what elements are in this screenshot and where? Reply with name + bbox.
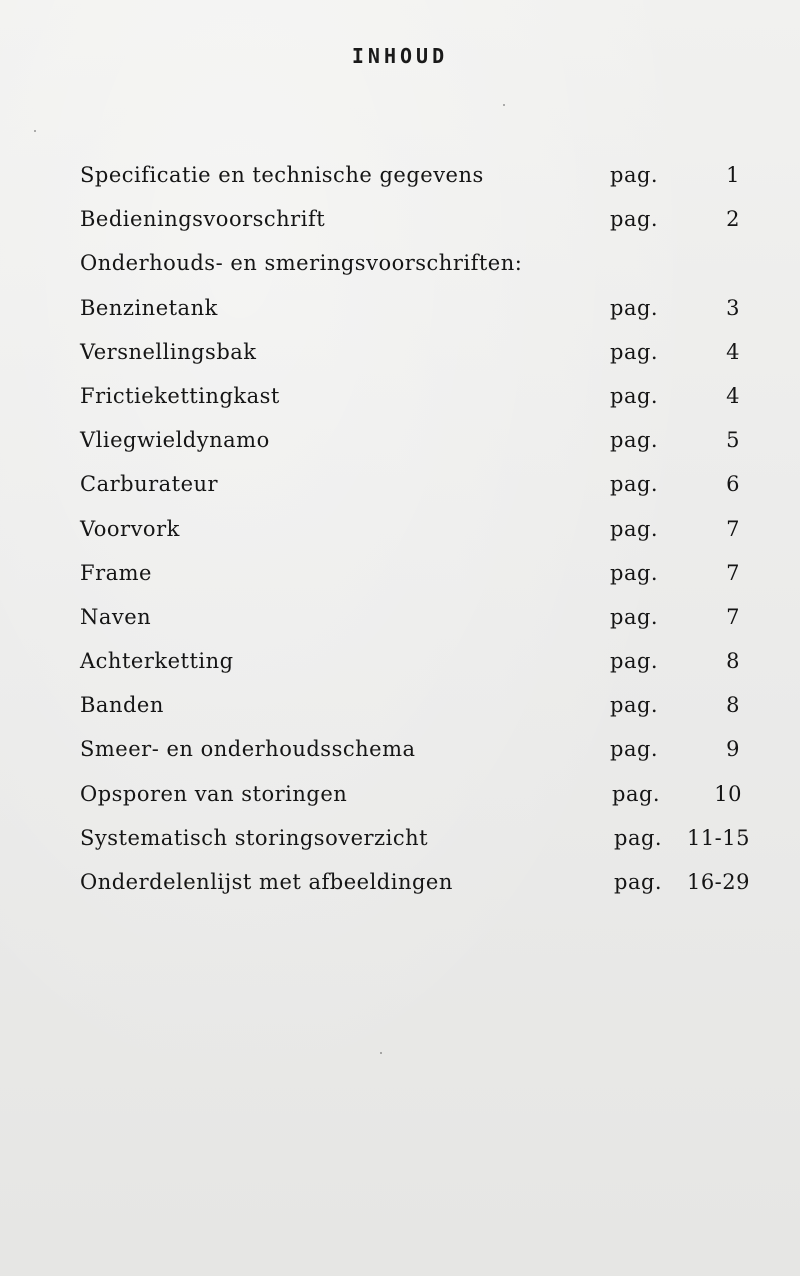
toc-entry bbox=[80, 425, 750, 469]
toc-entry-page-label: pag. bbox=[610, 472, 659, 497]
toc-entry-page-label: pag. bbox=[614, 870, 663, 894]
toc-entry-page-number: 6 bbox=[726, 472, 740, 497]
toc-entry-label: Smeer- en onderhoudsschema bbox=[80, 737, 416, 762]
toc-entry bbox=[80, 779, 750, 823]
toc-entry bbox=[80, 469, 750, 513]
toc-entry-page-label: pag. bbox=[610, 428, 659, 453]
toc-entry bbox=[80, 204, 750, 248]
toc-entry-page-number: 8 bbox=[726, 649, 740, 674]
paper-speck bbox=[503, 104, 505, 106]
toc-entry-page-number: 4 bbox=[726, 383, 740, 408]
toc-entry-page-label: pag. bbox=[610, 339, 659, 364]
toc-entry-page-label: pag. bbox=[610, 383, 659, 408]
toc-entry-label: Benzinetank bbox=[80, 295, 218, 320]
toc-entry-page-label: pag. bbox=[610, 604, 659, 629]
toc-entry-page-number: 7 bbox=[726, 604, 740, 629]
toc-entry-page-number: 16-29 bbox=[686, 870, 750, 894]
toc-entry-page-label: pag. bbox=[610, 649, 659, 674]
toc-section-heading bbox=[80, 248, 750, 292]
toc-entry-label: Versnellingsbak bbox=[80, 339, 257, 364]
toc-entry bbox=[80, 558, 750, 602]
toc-entry-page-number: 7 bbox=[726, 560, 740, 585]
toc-entry-label: Carburateur bbox=[80, 472, 219, 497]
paper-speck bbox=[34, 130, 36, 132]
toc-entry-page-label: pag. bbox=[612, 781, 661, 806]
toc-entry-page-number: 7 bbox=[726, 516, 740, 541]
toc-entry-page-label: pag. bbox=[610, 516, 659, 541]
toc-entry-page-label: pag. bbox=[610, 737, 659, 762]
toc-entry-page-number: 1 bbox=[726, 163, 740, 187]
toc-entry bbox=[80, 337, 750, 381]
toc-entry-label: Bedieningsvoorschrift bbox=[80, 207, 326, 232]
page-title: INHOUD bbox=[351, 44, 449, 68]
toc-entry-page-number: 2 bbox=[726, 207, 740, 232]
toc-entry bbox=[80, 690, 750, 734]
toc-entry bbox=[80, 823, 750, 867]
toc-entry bbox=[80, 602, 750, 646]
toc-entry-page-label: pag. bbox=[610, 693, 659, 718]
toc-entry-label: Vliegwieldynamo bbox=[80, 428, 270, 453]
toc-entry-label: Opsporen van storingen bbox=[80, 781, 348, 806]
toc-entry-label: Achterketting bbox=[80, 649, 234, 674]
toc-entry-label: Frictiekettingkast bbox=[80, 383, 280, 408]
table-of-contents bbox=[80, 160, 750, 911]
toc-entry-page-label: pag. bbox=[610, 163, 659, 187]
toc-entry bbox=[80, 734, 750, 778]
toc-entry-label: Banden bbox=[80, 693, 164, 718]
toc-entry bbox=[80, 867, 750, 911]
toc-entry bbox=[80, 293, 750, 337]
toc-entry-page-number: 11-15 bbox=[686, 825, 750, 850]
toc-entry-page-label: pag. bbox=[614, 825, 663, 850]
toc-entry-label: Systematisch storingsoverzicht bbox=[80, 825, 429, 850]
toc-entry-label: Onderdelenlijst met afbeeldingen bbox=[80, 870, 453, 894]
toc-entry-page-number: 10 bbox=[714, 781, 742, 806]
toc-entry-label: Specificatie en technische gegevens bbox=[80, 163, 484, 187]
toc-entry bbox=[80, 381, 750, 425]
toc-entry-page-number: 4 bbox=[726, 339, 740, 364]
toc-entry-page-number: 5 bbox=[726, 428, 740, 453]
toc-entry-page-label: pag. bbox=[610, 207, 659, 232]
toc-entry-page-label: pag. bbox=[610, 295, 659, 320]
toc-entry bbox=[80, 160, 750, 204]
toc-entry-page-label: pag. bbox=[610, 560, 659, 585]
paper-speck bbox=[380, 1052, 382, 1054]
toc-entry-label: Naven bbox=[80, 604, 152, 629]
toc-entry-label: Frame bbox=[80, 560, 152, 585]
toc-entry bbox=[80, 646, 750, 690]
toc-section-heading-label: Onderhouds- en smeringsvoorschriften: bbox=[80, 251, 523, 276]
toc-entry-page-number: 8 bbox=[726, 693, 740, 718]
toc-entry-page-number: 3 bbox=[726, 295, 740, 320]
toc-entry-page-number: 9 bbox=[726, 737, 740, 762]
toc-entry bbox=[80, 514, 750, 558]
toc-entry-label: Voorvork bbox=[80, 516, 180, 541]
